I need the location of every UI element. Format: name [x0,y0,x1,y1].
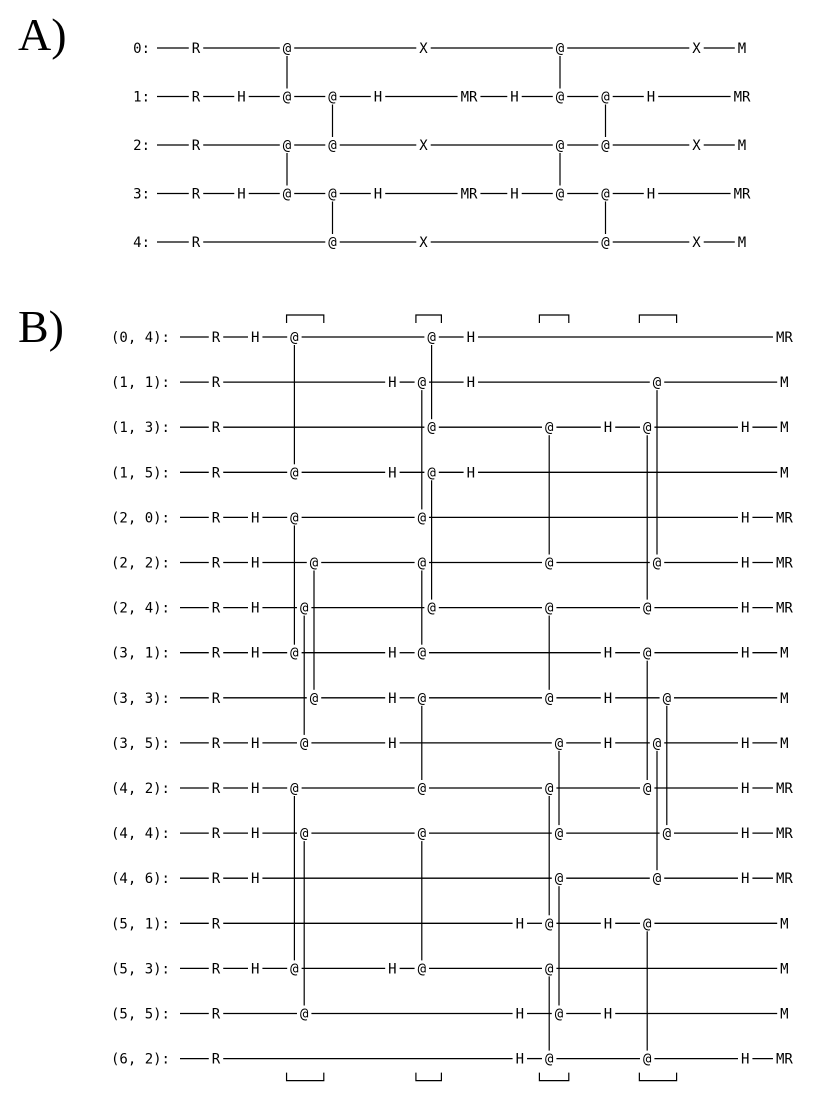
panel-b-gate-h: H [250,330,260,346]
panel-b-control-dot: @ [544,600,554,617]
panel-b-gate-h: H [603,645,613,662]
panel-b-control-dot: @ [427,600,436,617]
panel-b-gate-m: M [780,465,789,482]
panel-b-gate-h: H [388,645,397,662]
panel-b-gate-mr: MR [775,600,793,617]
panel-b-gate-h: H [250,555,260,572]
panel-b-qubit-label: (4, 6): [110,871,170,888]
panel-b-gate-h: H [740,510,750,527]
panel-b-gate-r: R [211,916,221,933]
panel-b-circuit [111,315,793,1081]
panel-b-control-dot: @ [290,465,299,482]
panel-b-control-dot: @ [642,600,652,617]
panel-a-gate-r: R [191,89,201,106]
panel-a-gate-x: X [692,41,701,57]
panel-b-control-dot: @ [662,826,672,843]
panel-b-gate-h: H [740,781,750,797]
panel-b-gate-h: H [250,826,260,843]
panel-b-control-dot: @ [544,1051,554,1068]
panel-b-gate-h: H [515,1051,525,1068]
panel-b-gate-r: R [211,781,221,797]
panel-b-gate-r: R [211,465,221,482]
panel-b-control-dot: @ [309,690,319,707]
panel-b-gate-h: H [388,961,397,978]
panel-b-gate-h: H [250,645,260,662]
panel-b-gate-m: M [780,916,789,933]
panel-b-control-dot: @ [299,1006,309,1023]
panel-b-bottom-bracket [416,1073,441,1081]
panel-b-control-dot: @ [290,645,299,662]
panel-b-qubit-label: (2, 2): [110,555,170,572]
panel-b-gate-m: M [780,420,789,437]
panel-a-gate-r: R [191,235,201,251]
panel-b-top-bracket [539,315,568,323]
panel-a-control-dot: @ [555,89,565,106]
panel-b-gate-mr: MR [775,1051,793,1068]
panel-b-gate-m: M [780,375,789,392]
panel-a-gate-mr: MR [460,89,478,106]
panel-a-qubit-label: 3: [133,186,150,203]
panel-a-control-dot: @ [282,89,292,106]
panel-b-qubit-label: (5, 3): [110,961,170,978]
panel-b-gate-h: H [740,871,750,888]
panel-a-control-dot: @ [601,89,610,106]
panel-a-gate-m: M [737,235,747,251]
panel-a-gate-mr: MR [733,89,751,106]
panel-b-qubit-label: (5, 1): [110,916,170,933]
panel-a-control-dot: @ [282,186,292,203]
panel-b-top-bracket [416,315,441,323]
panel-b-qubit-label: (5, 5): [110,1006,170,1023]
panel-b-control-dot: @ [417,690,427,707]
panel-b-gate-m: M [780,690,789,707]
panel-b-control-dot: @ [290,330,299,346]
panel-b-control-dot: @ [417,375,427,392]
panel-b-bottom-bracket [287,1073,324,1081]
panel-b-qubit-label: (1, 3): [110,420,170,437]
panel-b-qubit-label: (0, 4): [110,330,170,346]
panel-b-control-dot: @ [554,735,564,752]
panel-a-gate-h: H [373,186,383,203]
panel-b-gate-h: H [740,1051,750,1068]
panel-b-gate-r: R [211,420,221,437]
panel-b-gate-r: R [211,690,221,707]
panel-b-top-bracket [287,315,324,323]
panel-b-gate-h: H [740,555,750,572]
panel-a-control-dot: @ [555,186,565,203]
panel-b-control-dot: @ [544,961,554,978]
panel-b-gate-h: H [466,330,476,346]
panel-b-gate-r: R [211,510,221,527]
panel-a-gate-x: X [692,235,701,251]
panel-b-gate-m: M [780,645,789,662]
panel-b-gate-h: H [388,735,397,752]
panel-b-gate-h: H [250,600,260,617]
panel-b-qubit-label: (4, 4): [110,826,170,843]
panel-a-gate-r: R [191,41,201,57]
panel-b-control-dot: @ [417,826,427,843]
panel-b-control-dot: @ [417,781,427,797]
panel-b-gate-h: H [603,1006,613,1023]
panel-b-control-dot: @ [290,510,299,527]
panel-b-control-dot: @ [417,961,427,978]
panel-a-gate-h: H [646,186,656,203]
panel-a-control-dot: @ [601,235,610,251]
panel-b-gate-h: H [388,690,397,707]
panel-b-control-dot: @ [642,1051,652,1068]
panel-a-gate-x: X [419,235,428,251]
panel-b-gate-r: R [211,645,221,662]
panel-b-qubit-label: (3, 1): [110,645,170,662]
panel-b-control-dot: @ [427,465,436,482]
panel-b-gate-h: H [515,916,525,933]
panel-b-gate-h: H [250,781,260,797]
panel-b-control-dot: @ [544,781,554,797]
panel-b-qubit-label: (3, 3): [110,690,170,707]
panel-b-label: B) [18,301,64,352]
panel-b-gate-m: M [780,735,789,752]
panel-b-control-dot: @ [417,510,427,527]
panel-b-gate-mr: MR [775,510,793,527]
panel-b-control-dot: @ [299,600,309,617]
panel-a-control-dot: @ [328,186,337,203]
panel-a-control-dot: @ [555,138,565,154]
panel-b-control-dot: @ [544,916,554,933]
panel-b-control-dot: @ [652,871,662,888]
panel-b-gate-mr: MR [775,826,793,843]
panel-b-qubit-label: (3, 5): [110,735,170,752]
panel-a-control-dot: @ [282,41,292,57]
panel-b-qubit-label: (2, 0): [110,510,170,527]
panel-b-gate-h: H [250,735,260,752]
panel-a-gate-h: H [510,89,519,106]
panel-b-gate-r: R [211,555,221,572]
panel-b-gate-m: M [780,961,789,978]
panel-b-gate-r: R [211,735,221,752]
panel-b-gate-h: H [466,465,476,482]
panel-a-qubit-label: 2: [133,138,150,154]
panel-b-gate-h: H [740,826,750,843]
panel-b-gate-r: R [211,330,221,346]
panel-b-qubit-label: (1, 1): [110,375,170,392]
panel-a-control-dot: @ [282,138,292,154]
panel-b-gate-h: H [250,871,260,888]
panel-b-control-dot: @ [642,916,652,933]
panel-b-gate-h: H [388,465,397,482]
panel-b-bottom-bracket [639,1073,676,1081]
panel-b-gate-r: R [211,600,221,617]
panel-a-gate-x: X [419,138,428,154]
panel-a-gate-h: H [373,89,383,106]
panel-a-control-dot: @ [601,186,610,203]
panel-b-gate-h: H [603,420,613,437]
panel-b-control-dot: @ [642,420,652,437]
panel-b-control-dot: @ [544,555,554,572]
panel-b-control-dot: @ [662,690,672,707]
panel-a-qubit-label: 4: [133,235,150,251]
panel-b-qubit-label: (2, 4): [110,600,170,617]
panel-b-gate-h: H [740,420,750,437]
panel-b-gate-mr: MR [775,871,793,888]
panel-b-control-dot: @ [427,420,436,437]
panel-b-gate-h: H [740,645,750,662]
panel-b-gate-h: H [250,961,260,978]
panel-b-control-dot: @ [427,330,436,346]
panel-b-gate-r: R [211,961,221,978]
panel-b-gate-h: H [740,600,750,617]
panel-b-bottom-bracket [539,1073,568,1081]
panel-a-gate-h: H [510,186,519,203]
panel-a-gate-mr: MR [460,186,478,203]
panel-a-gate-x: X [692,138,701,154]
panel-b-control-dot: @ [652,735,662,752]
panel-b-gate-h: H [603,916,613,933]
panel-b-control-dot: @ [299,826,309,843]
panel-b-gate-h: H [603,690,613,707]
panel-b-gate-r: R [211,826,221,843]
panel-b-gate-h: H [603,735,613,752]
panel-b-qubit-label: (4, 2): [110,781,170,797]
panel-b-control-dot: @ [417,555,427,572]
panel-a-control-dot: @ [555,41,565,57]
panel-a-control-dot: @ [328,235,337,251]
panel-b-gate-h: H [515,1006,525,1023]
panel-b-gate-r: R [211,375,221,392]
panel-a-gate-r: R [191,138,201,154]
panel-a-gate-h: H [646,89,656,106]
panel-b-gate-r: R [211,871,221,888]
panel-a-label: A) [18,9,67,60]
panel-b-gate-h: H [250,510,260,527]
panel-b-gate-r: R [211,1051,221,1068]
panel-a-gate-mr: MR [733,186,751,203]
panel-a-gate-m: M [737,41,747,57]
panel-a-gate-m: M [737,138,747,154]
panel-b-control-dot: @ [554,871,564,888]
panel-a-control-dot: @ [601,138,610,154]
panel-b-control-dot: @ [544,420,554,437]
panel-b-control-dot: @ [299,735,309,752]
panel-a-qubit-label: 0: [133,41,150,57]
panel-b-control-dot: @ [417,645,427,662]
panel-b-control-dot: @ [554,826,564,843]
panel-b-qubit-label: (6, 2): [110,1051,170,1068]
panel-b-control-dot: @ [290,781,299,797]
panel-a-gate-r: R [191,186,201,203]
panel-b-control-dot: @ [290,961,299,978]
panel-a-qubit-label: 1: [133,89,150,106]
panel-b-qubit-label: (1, 5): [110,465,170,482]
panel-b-control-dot: @ [642,781,652,797]
panel-b-control-dot: @ [309,555,319,572]
panel-b-control-dot: @ [642,645,652,662]
panel-b-control-dot: @ [652,555,662,572]
panel-b-top-bracket [639,315,676,323]
panel-a-gate-x: X [419,41,428,57]
panel-a-control-dot: @ [328,138,337,154]
panel-b-control-dot: @ [544,690,554,707]
panel-b-gate-h: H [740,735,750,752]
panel-a-gate-h: H [237,89,246,106]
panel-b-control-dot: @ [652,375,662,392]
panel-b-gate-h: H [388,375,397,392]
panel-a-circuit [133,41,751,251]
panel-b-gate-r: R [211,1006,221,1023]
panel-b-gate-m: M [780,1006,789,1023]
panel-b-gate-h: H [466,375,476,392]
panel-a-gate-h: H [237,186,246,203]
panel-b-control-dot: @ [554,1006,564,1023]
panel-b-gate-mr: MR [775,555,793,572]
panel-b-gate-mr: MR [775,330,793,346]
panel-a-control-dot: @ [328,89,337,106]
panel-b-gate-mr: MR [775,781,793,797]
